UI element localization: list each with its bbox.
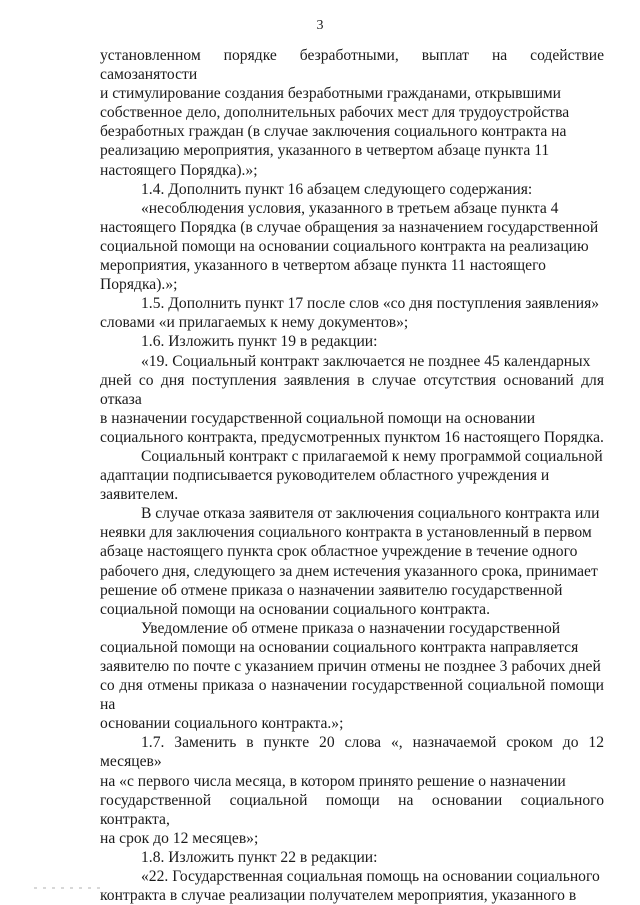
paragraph-clause-19-part-3: В случае отказа заявителя от заключения социального контракта или неявки для заключения социального контракта в установленный в первом абзаце настоящего пункта срок областное учреждение в течение одного рабочего дня, следующего за днем истечения указанного срока, принимает решение об отмене приказа о назначении заявителю государственной социальной помощи на основании социального контракта.: [100, 505, 600, 618]
scan-dot: [79, 887, 82, 889]
document-body: [100, 46, 604, 905]
paragraph-item-1-8: 1.8. Изложить пункт 22 в редакции:: [141, 848, 378, 866]
scan-dot: [34, 887, 37, 889]
scan-artifact: [34, 887, 124, 891]
paragraph-item-1-5: 1.5. Дополнить пункт 17 после слов «со дня поступления заявления» словами «и прилагаемых к нему документов»;: [100, 295, 600, 332]
paragraph-quote-1-4: «несоблюдения условия, указанного в третьем абзаце пункта 4 настоящего Порядка (в случае обращения за назначением государственной социальной помощи на основании социального контракта на реализацию мероприятия, указанного в четвертом абзаце пункта 11 настоящего Порядка).»;: [100, 199, 599, 294]
paragraph-item-1-7: 1.7. Заменить в пункте 20 слова «, назначаемой сроком до 12 месяцев» на «с первого числа месяца, в котором принято решение о назначении государственной социальной помощи на основании социального контракта, на срок до 12 месяцев»;: [100, 734, 604, 847]
paragraph-clause-19-part-2: Социальный контракт с прилагаемой к нему программой социальной адаптации подписывается руководителем областного учреждения и заявителем.: [100, 447, 603, 504]
scan-dot: [52, 887, 55, 889]
scan-dot: [97, 887, 100, 889]
paragraph-continuation: установленном порядке безработными, выплат на содействие самозанятости и стимулирование создания безработными гражданами, открывшими собственное дело, дополнительных рабочих мест для трудоустройства безработных граждан (в случае заключения социального контракта на реализацию мероприятия, указанного в четвертом абзаце пункта 11 настоящего Порядка).»;: [100, 47, 604, 179]
paragraph-clause-22: «22. Государственная социальная помощь на основании социального контракта в случае реализации получателем мероприятия, указанного в: [100, 868, 600, 905]
scan-dot: [43, 887, 46, 889]
paragraph-clause-19-part-4: Уведомление об отмене приказа о назначении государственной социальной помощи на основании социального контракта направляется заявителю по почте с указанием причин отмены не позднее 3 рабочих дней со дня отмены приказа о назначении государственной социальной помощи на основании социального контракта.»;: [100, 619, 604, 733]
paragraph-item-1-6: 1.6. Изложить пункт 19 в редакции:: [141, 333, 378, 351]
scan-dot: [88, 887, 91, 889]
scan-dot: [70, 887, 73, 889]
paragraph-clause-19: «19. Социальный контракт заключается не позднее 45 календарных дней со дня поступления заявления в случае отсутствия оснований для отказа в назначении государственной социальной помощи на основании социального контракта, предусмотренных пунктом 16 настоящего Порядка.: [100, 352, 604, 446]
page-number: 3: [316, 18, 324, 33]
paragraph-item-1-4: 1.4. Дополнить пункт 16 абзацем следующего содержания:: [141, 180, 533, 198]
scan-dot: [61, 887, 64, 889]
